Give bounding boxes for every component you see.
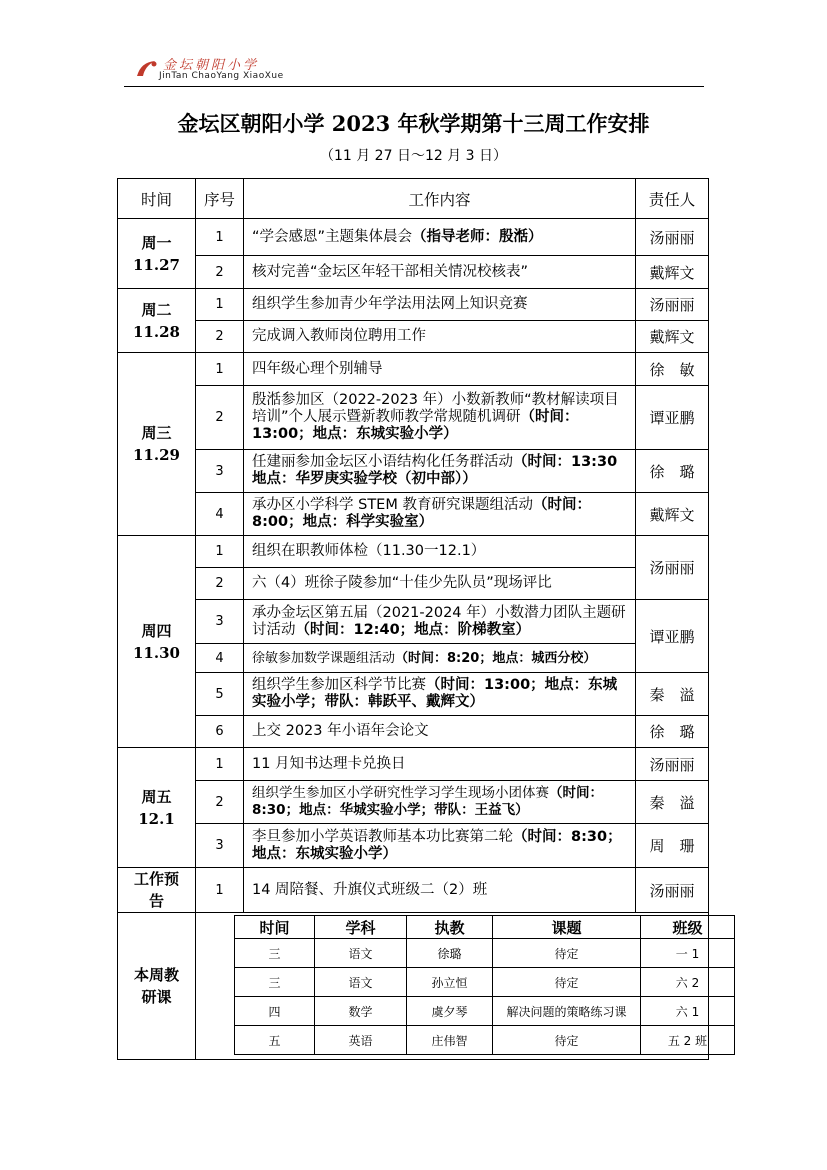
research-cell-time: 四 [235, 997, 315, 1026]
row-seq: 3 [196, 450, 244, 493]
row-seq: 1 [196, 748, 244, 781]
table-row [118, 450, 709, 493]
research-table [234, 915, 735, 1055]
table-row [118, 644, 709, 673]
table-row [118, 781, 709, 824]
row-seq: 1 [196, 353, 244, 386]
row-content: 组织在职教师体检（11.30一12.1） [244, 536, 636, 568]
research-header-topic: 课题 [493, 916, 641, 939]
row-person: 汤丽丽 [636, 868, 709, 913]
research-cell-topic: 解决问题的策略练习课 [493, 997, 641, 1026]
row-seq: 1 [196, 289, 244, 321]
research-cell-teacher: 庄伟智 [407, 1026, 493, 1055]
table-row [118, 493, 709, 536]
research-row [235, 997, 735, 1026]
day-name: 周三 [141, 424, 172, 442]
day-name: 周一 [141, 233, 172, 252]
row-person: 戴辉文 [636, 256, 709, 289]
research-cell-class: 六 2 [641, 968, 735, 997]
research-cell-class: 一 1 [641, 939, 735, 968]
research-cell-teacher: 孙立恒 [407, 968, 493, 997]
header-content: 工作内容 [244, 179, 636, 219]
row-content: 组织学生参加区小学研究性学习学生现场小团体赛（时间：8:30；地点：华城实验小学；带队：王益飞） [244, 781, 636, 824]
header-divider [124, 86, 704, 87]
row-person: 徐 璐 [636, 450, 709, 493]
research-header-subject: 学科 [315, 916, 407, 939]
header-person: 责任人 [636, 179, 709, 219]
day-date: 12.1 [138, 809, 175, 828]
row-seq: 3 [196, 600, 244, 644]
logo-swoosh-icon [135, 58, 159, 80]
day-name: 周二 [141, 300, 172, 319]
day-cell-tuesday [118, 289, 196, 353]
research-cell-time: 五 [235, 1026, 315, 1055]
row-person: 汤丽丽 [636, 289, 709, 321]
research-cell-teacher: 虞夕琴 [407, 997, 493, 1026]
table-row [118, 600, 709, 644]
day-cell-monday [118, 219, 196, 289]
table-row [118, 536, 709, 568]
research-cell-topic: 待定 [493, 1026, 641, 1055]
day-cell-friday [118, 748, 196, 868]
table-row [118, 256, 709, 289]
research-cell-time: 三 [235, 968, 315, 997]
table-row [118, 353, 709, 386]
day-name: 周四 [141, 621, 172, 640]
row-content: 殷湉参加区（2022-2023 年）小数新教师“教材解读项目培训”个人展示暨新教师教学常规随机调研（时间：13:00；地点：东城实验小学） [244, 386, 636, 450]
research-cell-subject: 英语 [315, 1026, 407, 1055]
research-cell-topic: 待定 [493, 968, 641, 997]
table-row [118, 824, 709, 868]
row-seq: 2 [196, 781, 244, 824]
row-seq: 3 [196, 824, 244, 868]
row-seq: 6 [196, 716, 244, 748]
row-seq: 4 [196, 493, 244, 536]
table-row [118, 386, 709, 450]
logo-english-text: JinTan ChaoYang XiaoXue [159, 71, 284, 81]
row-person: 秦 溢 [636, 673, 709, 716]
research-cell-subject: 语文 [315, 939, 407, 968]
research-cell-subject: 语文 [315, 968, 407, 997]
research-cell [196, 913, 709, 1060]
day-name: 周五 [141, 787, 172, 806]
row-content: 完成调入教师岗位聘用工作 [244, 321, 636, 353]
row-person: 戴辉文 [636, 321, 709, 353]
row-seq: 2 [196, 386, 244, 450]
row-seq: 1 [196, 868, 244, 913]
row-person: 戴辉文 [636, 493, 709, 536]
research-row [235, 939, 735, 968]
date-range-subtitle: （11 月 27 日～12 月 3 日） [319, 148, 508, 164]
research-cell-topic: 待定 [493, 939, 641, 968]
research-header-teacher: 执教 [407, 916, 493, 939]
table-row [118, 289, 709, 321]
day-cell-wednesday [118, 353, 196, 536]
table-row [118, 219, 709, 256]
row-content: 上交 2023 年小语年会论文 [244, 716, 636, 748]
table-row [118, 321, 709, 353]
row-seq: 4 [196, 644, 244, 673]
research-header-class: 班级 [641, 916, 735, 939]
table-row [118, 673, 709, 716]
row-person: 秦 溢 [636, 781, 709, 824]
table-row-research [118, 913, 709, 1060]
research-cell-class: 五 2 班 [641, 1026, 735, 1055]
row-seq: 1 [196, 219, 244, 256]
school-logo [135, 52, 335, 86]
row-content: 承办区小学科学 STEM 教育研究课题组活动（时间：8:00；地点：科学实验室） [244, 493, 636, 536]
page-title: 金坛区朝阳小学 2023 年秋学期第十三周工作安排 [177, 111, 650, 136]
row-content: 14 周陪餐、升旗仪式班级二（2）班 [244, 868, 636, 913]
row-seq: 5 [196, 673, 244, 716]
row-person: 汤丽丽 [636, 748, 709, 781]
schedule-header-row [118, 179, 709, 219]
row-person: 谭亚鹏 [636, 386, 709, 450]
row-seq: 2 [196, 568, 244, 600]
row-content: 11 月知书达理卡兑换日 [244, 748, 636, 781]
row-content: 组织学生参加青少年学法用法网上知识竞赛 [244, 289, 636, 321]
row-content: 六（4）班徐子陵参加“十佳少先队员”现场评比 [244, 568, 636, 600]
research-cell-teacher: 徐璐 [407, 939, 493, 968]
day-date: 11.27 [133, 255, 180, 274]
row-content: 李旦参加小学英语教师基本功比赛第二轮（时间：8:30；地点：东城实验小学） [244, 824, 636, 868]
row-seq: 1 [196, 536, 244, 568]
row-content: 徐敏参加数学课题组活动（时间：8:20；地点：城西分校） [244, 644, 636, 673]
row-content: 承办金坛区第五届（2021-2024 年）小数潜力团队主题研讨活动（时间：12:40；地点：阶梯教室） [244, 600, 636, 644]
day-cell-thursday [118, 536, 196, 748]
row-content: 核对完善“金坛区年轻干部相关情况校核表” [244, 256, 636, 289]
row-person: 徐 敏 [636, 353, 709, 386]
day-date: 11.30 [133, 643, 180, 662]
research-row [235, 1026, 735, 1055]
row-person: 周 珊 [636, 824, 709, 868]
research-cell-time: 三 [235, 939, 315, 968]
row-content: 任建丽参加金坛区小语结构化任务群活动（时间：13:30 地点：华罗庚实验学校（初中部）） [244, 450, 636, 493]
table-row [118, 568, 709, 600]
row-content: 组织学生参加区科学节比赛（时间：13:00；地点：东城实验小学；带队：韩跃平、戴辉文） [244, 673, 636, 716]
table-row [118, 716, 709, 748]
logo-chinese-text: 金坛朝阳小学 [163, 58, 260, 73]
table-row-preview [118, 868, 709, 913]
day-date: 11.28 [133, 322, 180, 341]
research-cell-subject: 数学 [315, 997, 407, 1026]
research-header-time: 时间 [235, 916, 315, 939]
row-seq: 2 [196, 321, 244, 353]
preview-label: 工作预告 [118, 868, 196, 913]
table-row [118, 748, 709, 781]
row-person: 徐 璐 [636, 716, 709, 748]
row-content: 四年级心理个别辅导 [244, 353, 636, 386]
research-cell-class: 六 1 [641, 997, 735, 1026]
day-date: 11.29 [133, 446, 180, 464]
row-person: 汤丽丽 [636, 219, 709, 256]
research-row [235, 968, 735, 997]
header-time: 时间 [118, 179, 196, 219]
row-seq: 2 [196, 256, 244, 289]
schedule-table [117, 178, 709, 1060]
header-seq: 序号 [196, 179, 244, 219]
row-content: “学会感恩”主题集体晨会（指导老师：殷湉） [244, 219, 636, 256]
row-person: 汤丽丽 [636, 536, 709, 600]
row-person: 谭亚鹏 [636, 600, 709, 673]
research-header-row [235, 916, 735, 939]
research-label: 本周教研课 [118, 913, 196, 1060]
